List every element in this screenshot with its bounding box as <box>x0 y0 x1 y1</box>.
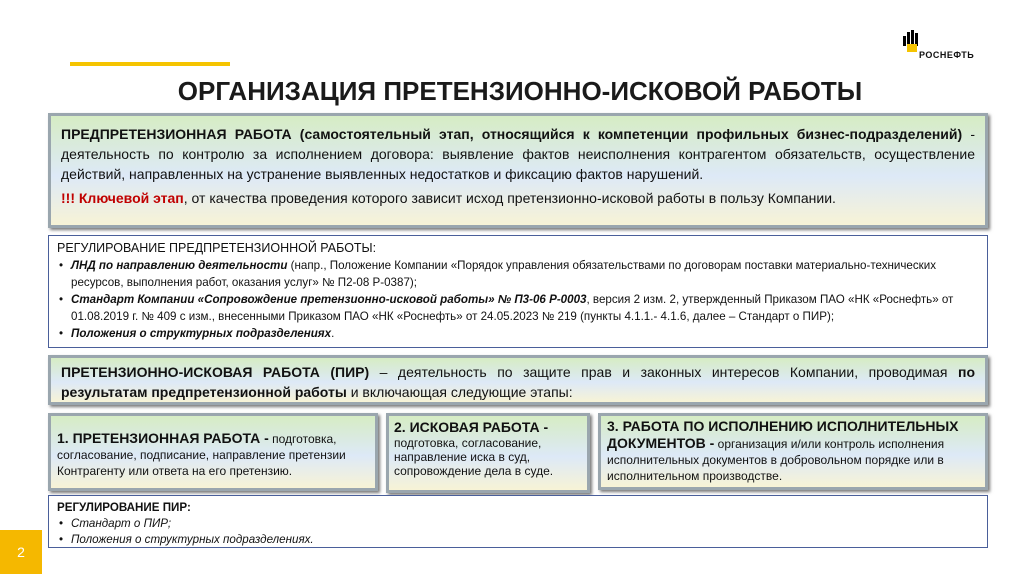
claim-work-box: ПРЕТЕНЗИОННО-ИСКОВАЯ РАБОТА (ПИР) – деятельность по защите прав и законных интересов Компании, проводимая по результатам предпретензионной работы и включающая следующие этапы: <box>48 355 988 405</box>
stage-1-box: 1. ПРЕТЕНЗИОННАЯ РАБОТА - подготовка, согласование, подписание, направление претензии Контрагенту или ответа на его претензию. <box>48 413 378 491</box>
list-item: • ЛНД по направлению деятельности (напр., Положение Компании «Порядок управления обязательствами по договорам поставки материально-технических ресурсов, выполнения работ, оказания услуг» № П2-08 Р-0387); <box>57 257 979 291</box>
regulation-heading: РЕГУЛИРОВАНИЕ ПРЕДПРЕТЕНЗИОННОЙ РАБОТЫ: <box>57 241 377 255</box>
page-title: ОРГАНИЗАЦИЯ ПРЕТЕНЗИОННО-ИСКОВОЙ РАБОТЫ <box>177 76 863 106</box>
accent-line <box>70 62 230 66</box>
page-number: 2 <box>0 530 42 574</box>
list-item: • Стандарт о ПИР; <box>57 516 979 532</box>
regulation-heading: РЕГУЛИРОВАНИЕ ПИР: <box>57 501 191 514</box>
list-item: • Стандарт Компании «Сопровождение претензионно-исковой работы» № П3-06 Р-0003, версия 2 изм. 2, утвержденный Приказом ПАО «НК «Роснефть» от 01.08.2019 г. № 409 с изм., внесенными Приказом ПАО «НК «Роснефть» от 24.05.2023 № 219 (пункты 4.1.1.- 4.1.6, далее – Стандарт о ПИР); <box>57 291 979 325</box>
pre-claim-box <box>48 113 988 228</box>
stage-3-box: 3. РАБОТА ПО ИСПОЛНЕНИЮ ИСПОЛНИТЕЛЬНЫХ ДОКУМЕНТОВ - организация и/или контроль исполнения исполнительных документов в добровольном порядке или в исполнительном производстве. <box>598 413 988 490</box>
key-stage-label: !!! Ключевой этап <box>61 190 184 206</box>
key-stage-text: , от качества проведения которого зависит исход претензионно-исковой работы в пользу Компании. <box>183 190 836 206</box>
pre-claim-regulation-box <box>48 235 988 348</box>
pre-claim-heading: ПРЕДПРЕТЕНЗИОННАЯ РАБОТА (самостоятельный этап, относящийся к компетенции профильных бизнес-подразделений) <box>61 126 963 142</box>
pir-regulation-box <box>48 495 988 548</box>
list-item: • Положения о структурных подразделениях. <box>57 325 979 342</box>
list-item: • Положения о структурных подразделениях. <box>57 532 979 548</box>
pre-claim-text: - деятельность по контролю за исполнением договора: выявление фактов неисполнения контрагентом обязательств, осуществление действий, направленных на устранение выявленных недостатков и фиксацию фактов нарушений. <box>61 126 975 182</box>
rosneft-logo: РОСНЕФТЬ <box>903 30 993 64</box>
stage-2-box: 2. ИСКОВАЯ РАБОТА - подготовка, согласование, направление иска в суд, сопровождение дела в суде. <box>386 413 590 493</box>
